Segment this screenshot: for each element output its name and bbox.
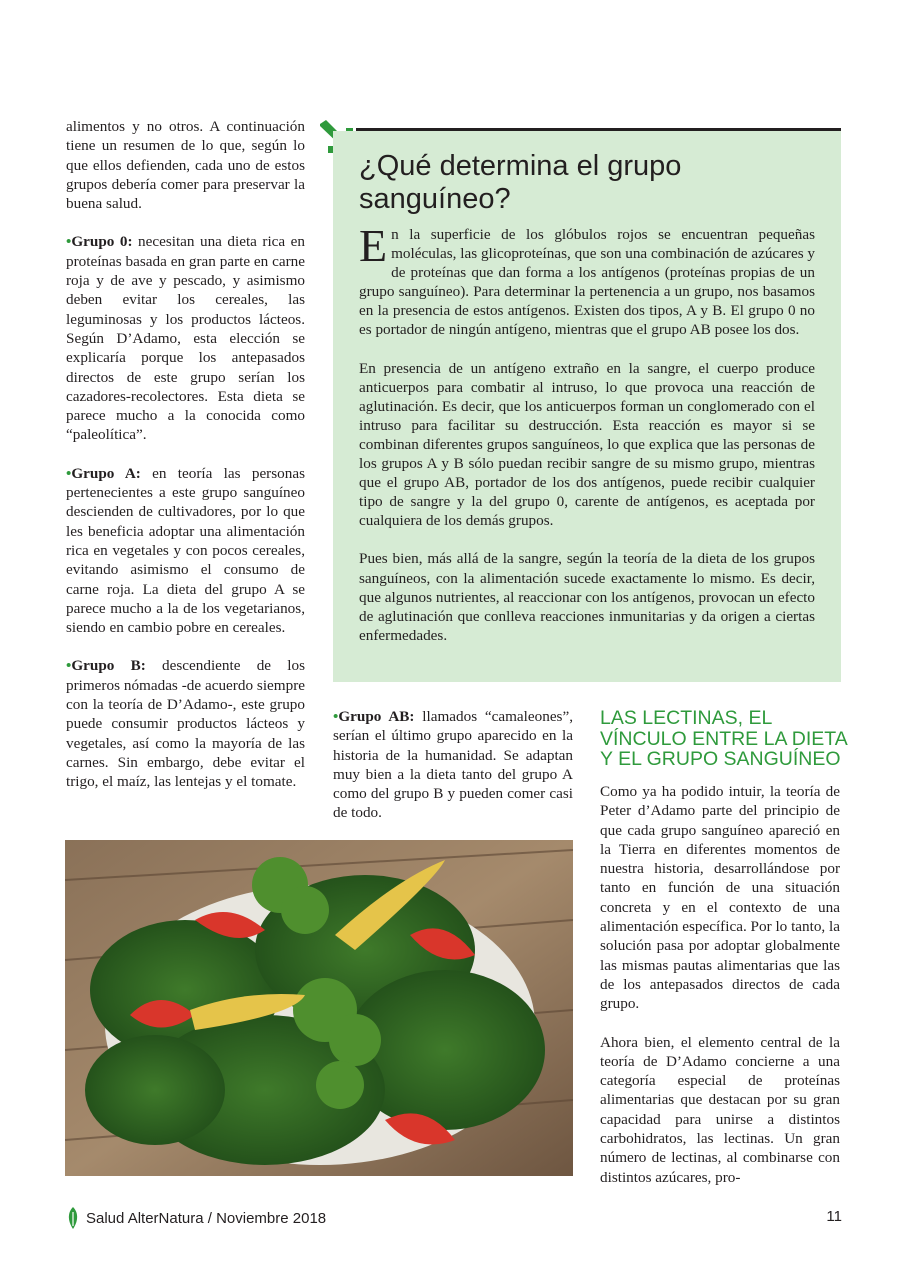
group-a-label: Grupo A: bbox=[71, 464, 141, 482]
group-0-paragraph bbox=[66, 232, 305, 444]
info-box-paragraph: Pues bien, más allá de la sangre, según la teoría de la dieta de los grupos sanguíneos, con la alimentación sucede exactamente lo mismo. Es decir, que algunos nutrientes, al reaccionar con los antígenos, provocan un efecto de aglutinación que conlleva reacciones inmunitarias y da origen a ciertas enfermedades. bbox=[359, 550, 815, 644]
drop-cap: E bbox=[359, 220, 388, 271]
footer bbox=[66, 1206, 326, 1230]
intro-paragraph: alimentos y no otros. A continuación tiene un resumen de lo que, según lo que ellos defienden, cada uno de estos grupos debería comer para preservar la buena salud. bbox=[66, 118, 305, 213]
group-ab-paragraph bbox=[333, 707, 573, 823]
leaf-logo-icon bbox=[66, 1206, 80, 1230]
info-box-body bbox=[359, 220, 815, 645]
column-left bbox=[66, 117, 305, 792]
lectinas-paragraph: Como ya ha podido intuir, la teoría de Peter d’Adamo parte del principio de que cada grupo sanguíneo apareció en la Tierra en diferentes momentos de nuestra historia, desarrollándose por tanto en función de una situación concreta y en el contexto de una alimentación específica. Por lo tanto, la solución pasa por adoptar globalmente las mismas pautas alimentarias que las de los antepasados directos de cada grupo. bbox=[600, 783, 840, 1013]
group-b-text: descendiente de los primeros nómadas -de acuerdo siempre con la teoría de D’Adamo-, este grupo puede consumir productos lácteos y vegetales, así como la mayoría de las carnes. Sin embargo, debe evitar el trigo, el maíz, las lentejas y el tomate. bbox=[66, 657, 305, 791]
lectinas-paragraph: Ahora bien, el elemento central de la teoría de D’Adamo concierne a una categoría especial de proteínas alimentarias que destacan por su gran capacidad para unirse a distintos carbohidratos, las lectinas. Un gran número de lectinas, al combinarse con distintos azúcares, pro- bbox=[600, 1033, 840, 1186]
group-a-paragraph bbox=[66, 464, 305, 638]
group-a-text: en teoría las personas pertenecientes a este grupo sanguíneo descienden de cultivadores, por lo que les beneficia adoptar una alimentación rica en vegetales y con pocos cereales, evitando asimismo el consumo de carne roja. La dieta del grupo A se parece mucho a la de los vegetarianos, siendo en cambio pobre en cereales. bbox=[66, 464, 305, 637]
group-ab-text: llamados “camaleones”, serían el último grupo aparecido en la historia de la humanidad. Se adaptan muy bien a la dieta tanto del grupo A como del grupo B y pueden comer casi de todo. bbox=[333, 708, 574, 822]
info-box-paragraph: En la superficie de los glóbulos rojos se encuentran pequeñas moléculas, las glicoproteínas, que son una combinación de azúcares y de proteínas que dan forma a los antígenos (proteínas propias de un grupo sanguíneo). Para determinar la pertenencia a un grupo, nos basamos en la presencia de estos antígenos. Existen dos tipos, A y B. El grupo 0 no es portador de ningún antígeno, mientras que el grupo AB posee los dos. bbox=[359, 220, 815, 339]
column-middle bbox=[333, 707, 573, 823]
info-box-paragraph: En presencia de un antígeno extraño en la sangre, el cuerpo produce anticuerpos para combatir al intruso, lo que provoca una reacción de aglutinación. Es decir, que los anticuerpos forman un conglomerado con el intruso para facilitar su destrucción. Esta reacción es mayor si se combinan diferentes grupos sanguíneos, lo que explica que las personas de los grupos A y B sólo puedan recibir sangre de su mismo grupo, mientras que el grupo AB, portador de los dos antígenos, puede recibir cualquier tipo de sangre y la del grupo 0, carente de antígenos, es aceptada por cualquiera de los demás grupos. bbox=[359, 359, 815, 530]
salad-photo bbox=[65, 840, 573, 1176]
group-ab-label: Grupo AB: bbox=[338, 708, 415, 725]
page-number: 11 bbox=[826, 1208, 842, 1225]
column-right bbox=[600, 782, 840, 1187]
group-b-label: Grupo B: bbox=[71, 657, 146, 675]
group-0-text: necesitan una dieta rica en proteínas basada en gran parte en carne roja y de ave y pescado, y asimismo deben evitar los cereales, las leguminosas y los productos lácteos. Según D’Adamo, esta elección se explicaría porque los antepasados directos de este grupo serían los cazadores-recolectores. Esta dieta se parece mucho a la conocida como “paleolítica”. bbox=[66, 233, 305, 444]
bullet-icon: • bbox=[333, 708, 339, 725]
info-box-title: ¿Qué determina el grupo sanguíneo? bbox=[359, 150, 682, 215]
group-0-label: Grupo 0: bbox=[71, 233, 133, 251]
bullet-icon: • bbox=[66, 657, 72, 675]
publication-name: Salud AlterNatura / Noviembre 2018 bbox=[86, 1209, 327, 1227]
bullet-icon: • bbox=[66, 233, 72, 251]
section-heading: LAS LECTINAS, EL VÍNCULO ENTRE LA DIETA Y EL GRUPO SANGUÍNEO bbox=[600, 707, 847, 770]
group-b-paragraph bbox=[66, 656, 305, 791]
bullet-icon: • bbox=[66, 464, 72, 482]
